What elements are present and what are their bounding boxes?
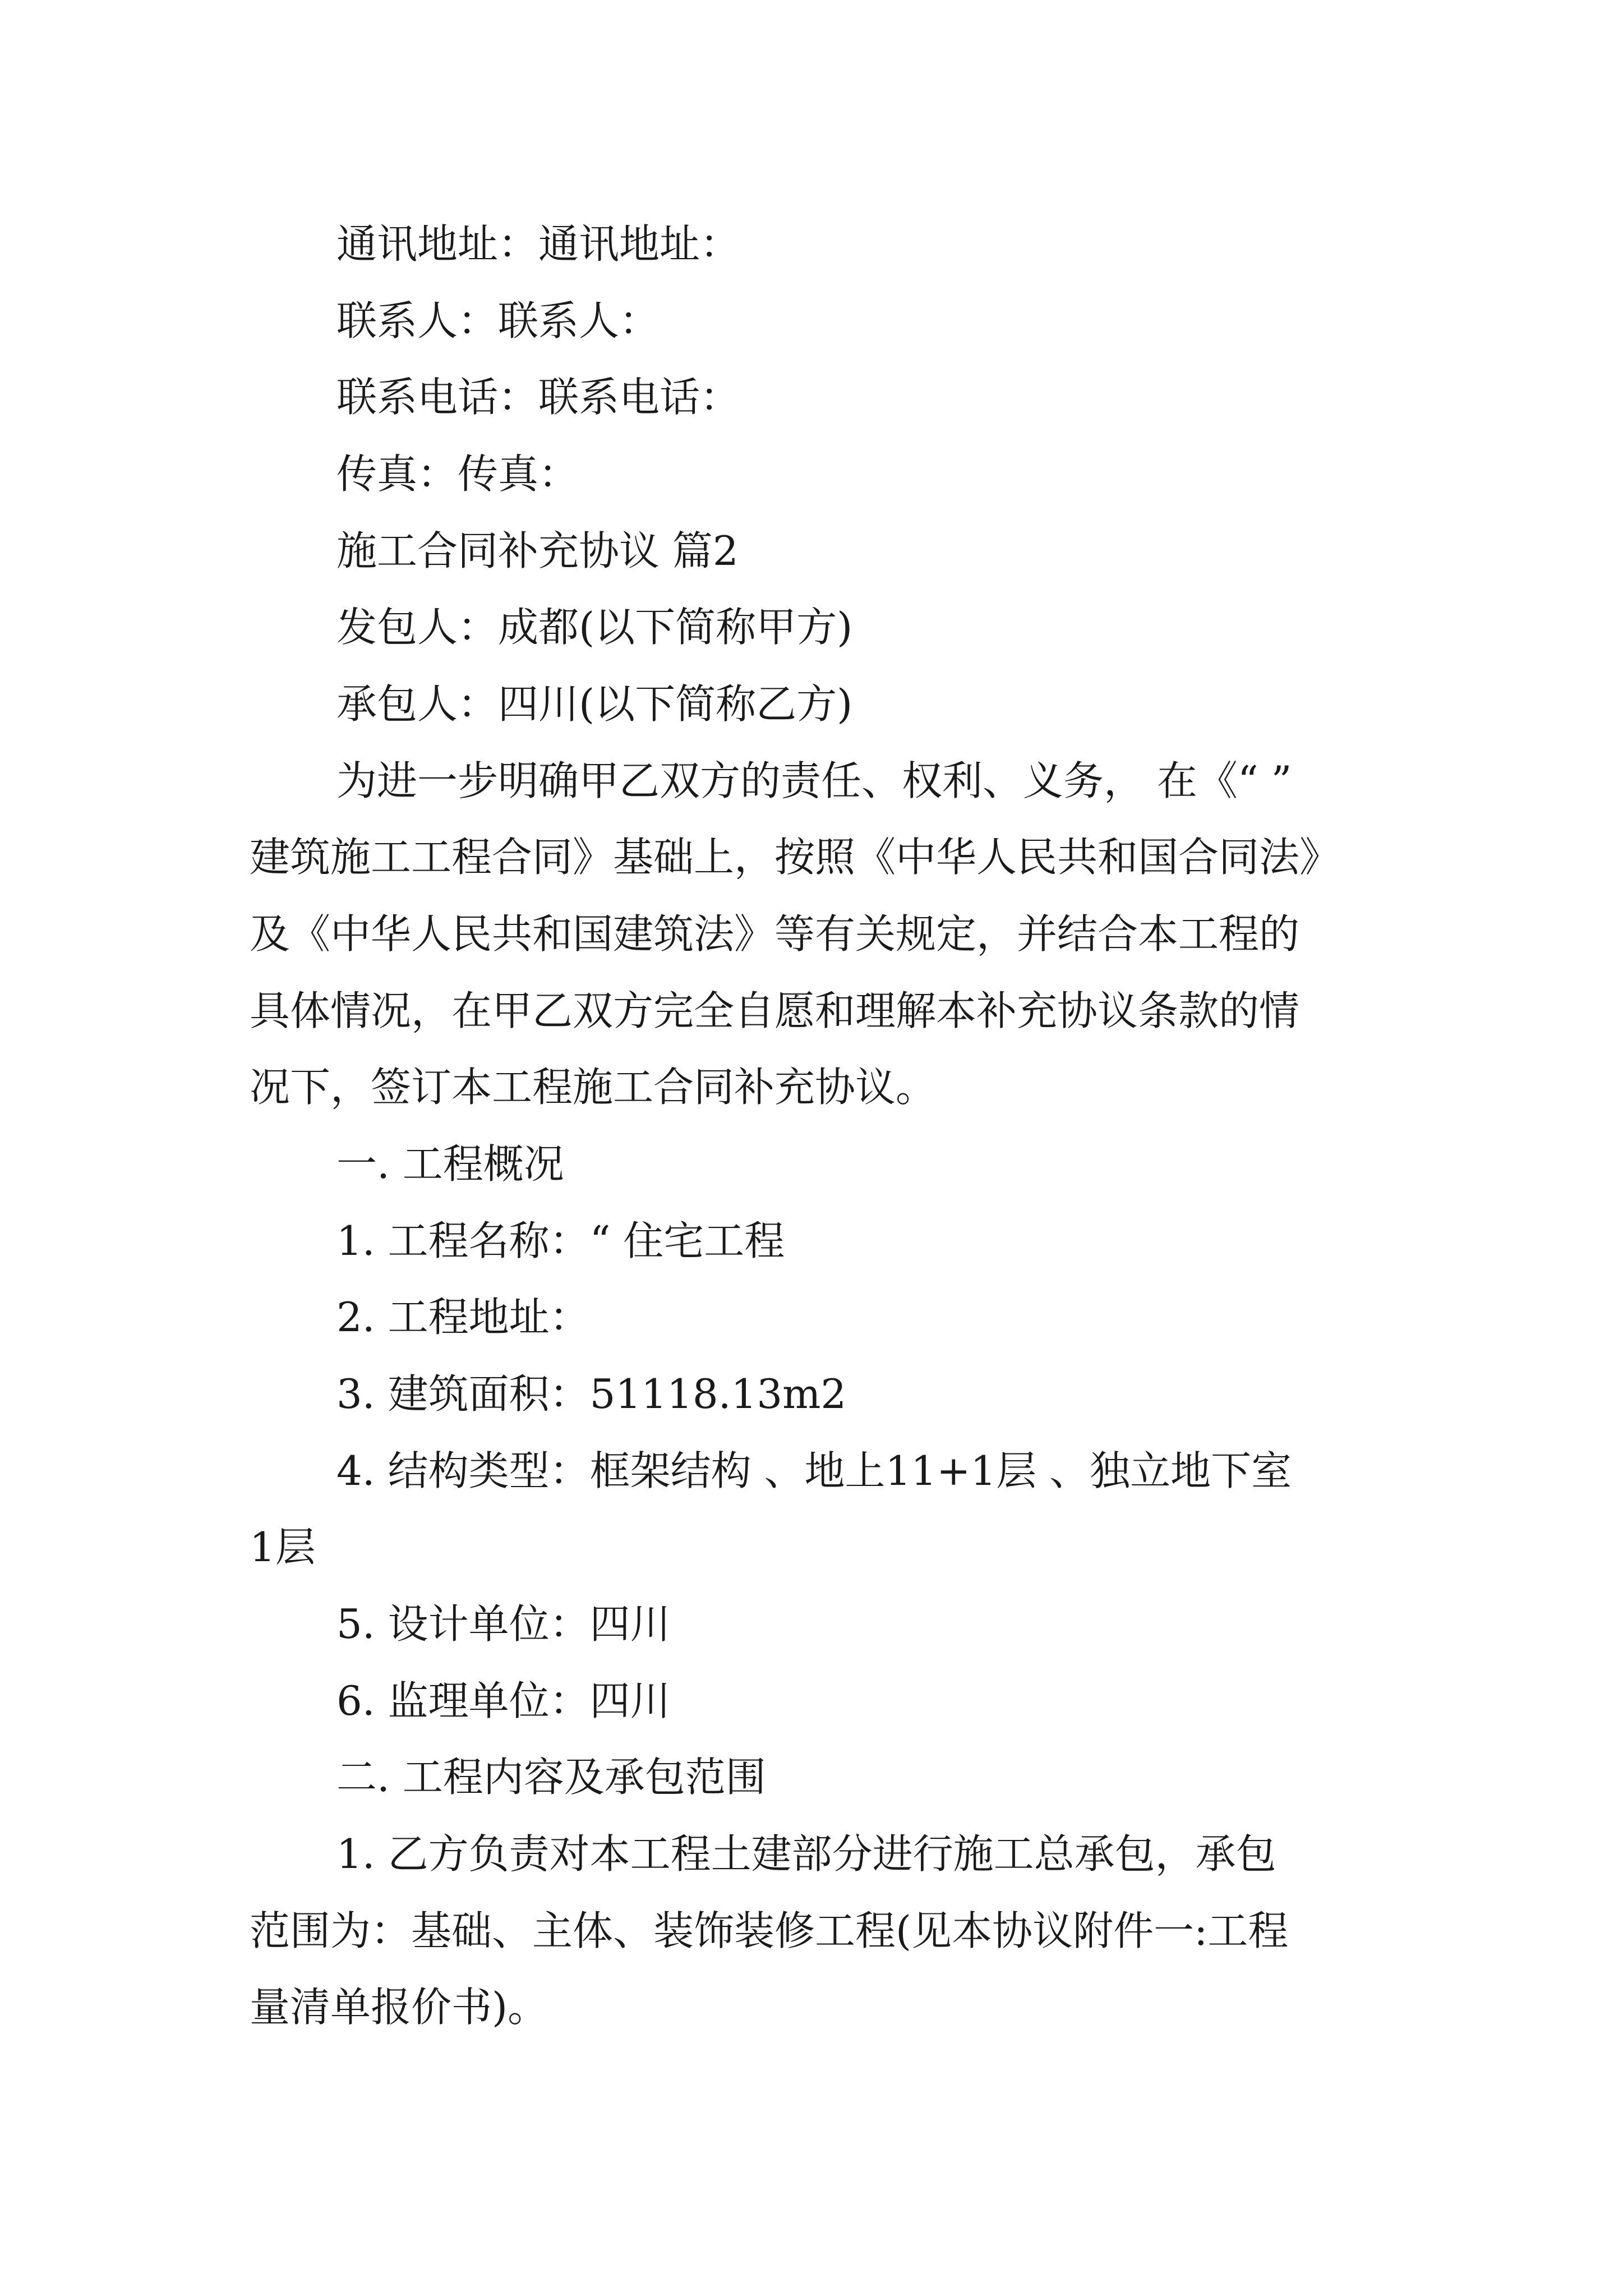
list-item: 1. 乙方负责对本工程土建部分进行施工总承包，承包	[336, 1830, 1276, 1878]
list-item-continuation: 量清单报价书)。	[250, 1984, 548, 2031]
list-item: 4. 结构类型：框架结构 、地上11+1层 、独立地下室	[336, 1447, 1292, 1494]
list-item-continuation: 范围为：基础、主体、装饰装修工程(见本协议附件一:工程	[250, 1907, 1289, 1954]
list-item: 3. 建筑面积：51118.13m2	[336, 1370, 847, 1418]
list-item: 2. 工程地址：	[336, 1294, 590, 1341]
text-line: 通讯地址：通讯地址：	[336, 220, 741, 268]
section-heading: 二. 工程内容及承包范围	[336, 1754, 766, 1801]
text-line: 发包人：成都(以下简称甲方)	[336, 604, 853, 651]
text-line: 联系电话：联系电话：	[336, 374, 741, 421]
paragraph-line: 及《中华人民共和国建筑法》等有关规定，并结合本工程的	[250, 910, 1300, 958]
section-heading: 施工合同补充协议 篇2	[336, 527, 739, 574]
text-line: 联系人：联系人：	[336, 297, 660, 344]
section-heading: 一. 工程概况	[336, 1140, 564, 1188]
list-item: 1. 工程名称：“ 住宅工程	[336, 1217, 785, 1264]
paragraph-line: 为进一步明确甲乙双方的责任、权利、义务， 在《“ ”	[336, 757, 1292, 804]
paragraph-line: 具体情况，在甲乙双方完全自愿和理解本补充协议条款的情	[250, 987, 1300, 1034]
paragraph-line: 况下，签订本工程施工合同补充协议。	[250, 1064, 937, 1111]
list-item-continuation: 1层	[250, 1524, 316, 1571]
list-item: 5. 设计单位：四川	[336, 1600, 671, 1648]
text-line: 传真：传真：	[336, 450, 579, 498]
list-item: 6. 监理单位：四川	[336, 1677, 671, 1724]
text-line: 承包人：四川(以下简称乙方)	[336, 680, 853, 728]
paragraph-line: 建筑施工工程合同》基础上，按照《中华人民共和国合同法》	[250, 834, 1340, 881]
